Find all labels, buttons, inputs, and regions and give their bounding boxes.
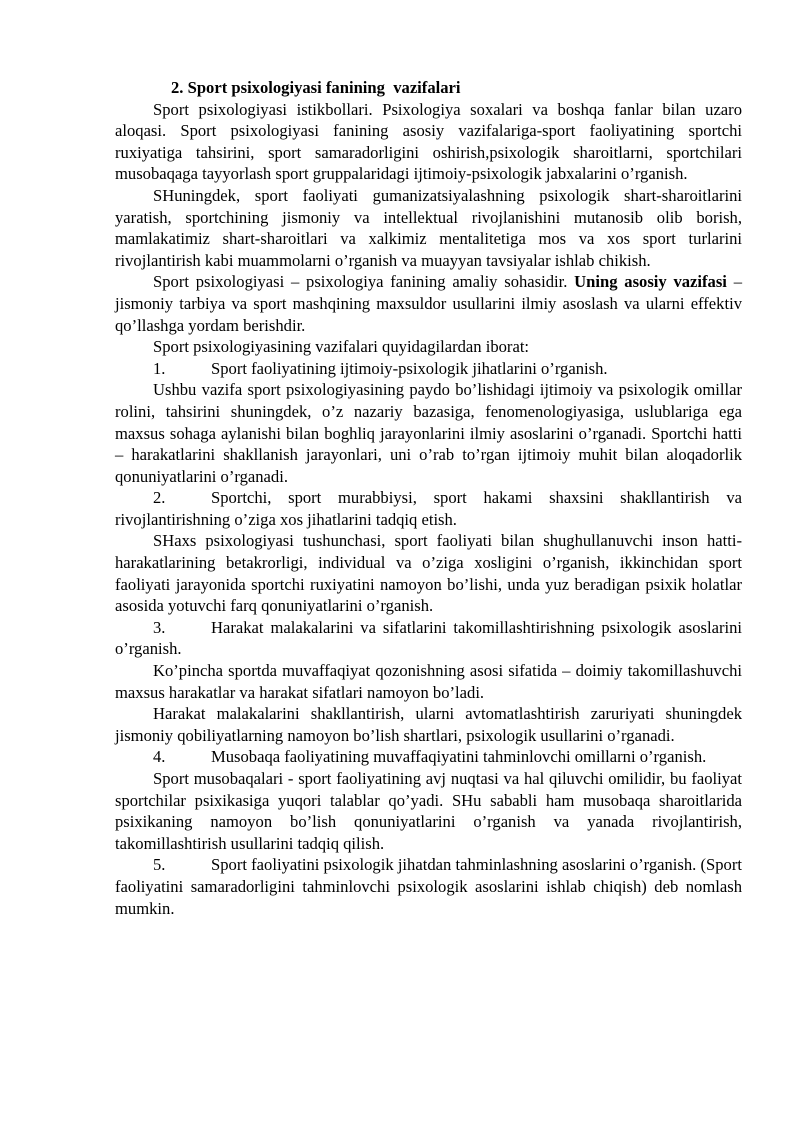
paragraph-6: SHaxs psixologiyasi tushunchasi, sport faoliyati bilan shughullanuvchi inson hatti-harakatlarining betakrorligi, individual va o’ziga xosligini o’rganish, ikkinchidan sport faoliyati jarayonida sportchi ruxiyatini namoyon bo’lishi, unda yuz beradigan psixik holatlar asosida yotuvchi farq qonuniyatlarini o’rganish. bbox=[115, 531, 742, 616]
list-item-4-number: 4. bbox=[153, 747, 166, 767]
section-title: 2. Sport psixologiyasi fanining vazifalari bbox=[171, 78, 461, 97]
paragraph-7: Ko’pincha sportda muvaffaqiyat qozonishning asosi sifatida – doimiy takomillashuvchi maxsus harakatlar va harakat sifatlari namoyon bo’ladi. bbox=[115, 661, 742, 702]
list-item-5 bbox=[115, 854, 742, 919]
paragraph-1: Sport psixologiyasi istikbollari. Psixologiya soxalari va boshqa fanlar bilan uzaro aloqasi. Sport psixologiyasi fanining asosiy vazifalariga-sport faoliyatining sportchi ruxiyatiga tahsirini, sport samaradorligini oshirish,psixologik sharoitlarni, sportchilari musobaqaga tayyorlash sport gruppalaridagi ijtimoiy-psixologik jabxalarini o’rganish. bbox=[115, 99, 742, 184]
paragraph-9: Sport musobaqalari - sport faoliyatining avj nuqtasi va hal qiluvchi omilidir, bu faoliyat sportchilar psixikasiga yuqori talablar qo’yadi. SHu sababli ham musobaqa sharoitlarida psixikaning namoyon bo’lish qonuniyatlarini o’rganish va yanada rivojlantirish, takomillashtirish usullarini tadqiq qilish. bbox=[115, 769, 742, 853]
paragraph-2: SHuningdek, sport faoliyati gumanizatsiyalashning psixologik shart-sharoitlarini yaratish, sportchining jismoniy va intellektual rivojlanishini mutanosib olib borish, mamlakatimiz shart-sharoitlari va xalkimiz mentalitetiga mos va xos sport turlarini rivojlantirish kabi muammolarni o’rganish va muayyan tavsiyalar ishlab chikish. bbox=[115, 185, 742, 270]
paragraph-3-bold: Uning asosiy vazifasi bbox=[574, 272, 727, 292]
document-page bbox=[115, 77, 742, 919]
list-item-1 bbox=[115, 358, 742, 380]
list-item-1-number: 1. bbox=[153, 358, 166, 378]
paragraph-3-start: Sport psixologiyasi – psixologiya fanining amaliy sohasidir. bbox=[153, 272, 575, 292]
list-item-5-number: 5. bbox=[153, 855, 166, 875]
paragraph-5: Ushbu vazifa sport psixologiyasining paydo bo’lishidagi ijtimoiy va psixologik omillar rolini, tahsirini shuningdek, o’z nazariy bazasiga, fenomenologiyasiga, uslublariga ega maxsus sohaga aylanishi bilan boghliq jarayonlarini ilmiy asoslarini o’rganadi. Sportchi hatti – harakatlarini shakllanish jarayonlari, uni o’rab to’rgan ijtimoiy muhit bilan aloqadorlik qonuniyatlarini o’rganadi. bbox=[115, 380, 742, 486]
paragraph-3-end: – jismoniy tarbiya va sport mashqining maxsuldor usullarini ilmiy asoslash va ularni effektiv qo’llashga yordam berishdir. bbox=[115, 272, 742, 335]
list-item-1-text: Sport faoliyatining ijtimoiy-psixologik jihatlarini o’rganish. bbox=[211, 358, 608, 378]
list-item-3-text: Harakat malakalarini va sifatlarini takomillashtirishning psixologik asoslarini o’rganish. bbox=[115, 617, 742, 659]
list-item-5-text: Sport faoliyatini psixologik jihatdan tahminlashning asoslarini o’rganish. (Sport faoliyatini samaradorligini tahminlovchi psixologik asoslarini ishlab chiqish) deb nomlash mumkin. bbox=[115, 855, 742, 918]
list-item-3-number: 3. bbox=[153, 617, 166, 637]
list-item-2 bbox=[115, 487, 742, 530]
list-item-3 bbox=[115, 617, 742, 660]
paragraph-8: Harakat malakalarini shakllantirish, ularni avtomatlashtirish zaruriyati shuningdek jismoniy qobiliyatlarning namoyon bo’lish shartlari, psixologik usullarini o’rganadi. bbox=[115, 704, 742, 745]
list-item-4-text: Musobaqa faoliyatining muvaffaqiyatini tahminlovchi omillarni o’rganish. bbox=[211, 747, 707, 767]
list-item-4 bbox=[115, 746, 742, 768]
paragraph-4: Sport psixologiyasining vazifalari quyidagilardan iborat: bbox=[153, 337, 530, 357]
list-item-2-text: Sportchi, sport murabbiysi, sport hakami shaxsini shakllantirish va rivojlantirishning o’ziga xos jihatlarini tadqiq etish. bbox=[115, 488, 742, 529]
list-item-2-number: 2. bbox=[153, 488, 166, 508]
paragraph-3 bbox=[115, 271, 742, 336]
